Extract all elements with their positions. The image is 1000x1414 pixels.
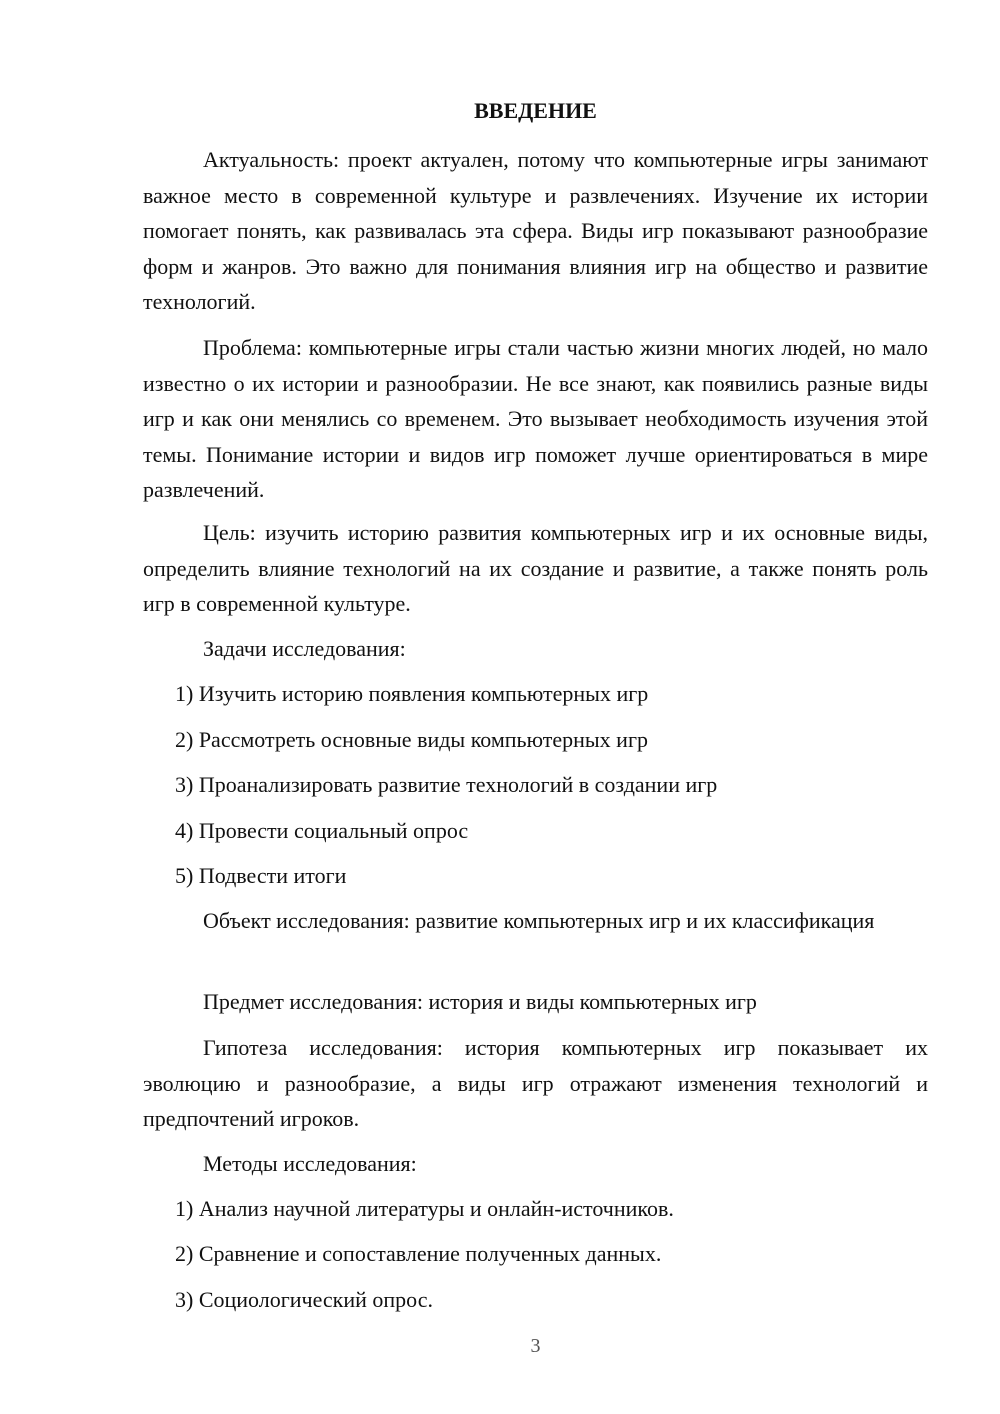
goal-paragraph: Цель: изучить историю развития компьютерных игр и их основные виды, определить влияние технологий на их создание и развитие, а также понять роль игр в современной культуре. [143, 520, 928, 616]
methods-heading: Методы исследования: [203, 1151, 417, 1176]
task-item: 2) Рассмотреть основные виды компьютерных игр [175, 727, 648, 752]
relevance-paragraph: Актуальность: проект актуален, потому что компьютерные игры занимают важное место в современной культуре и развлечениях. Изучение их истории помогает понять, как развивалась эта сфера. Виды игр показывают разнообразие форм и жанров. Это важно для понимания влияния игр на общество и развитие технологий. [143, 147, 928, 314]
object-paragraph: Объект исследования: развитие компьютерных игр и их классификация [203, 908, 875, 933]
page-title: ВВЕДЕНИЕ [474, 98, 597, 123]
task-item: 3) Проанализировать развитие технологий в создании игр [175, 772, 718, 797]
hypothesis-paragraph: Гипотеза исследования: история компьютерных игр показывает их эволюцию и разнообразие, а виды игр отражают изменения технологий и предпочтений игроков. [143, 1035, 928, 1131]
document-page [143, 0, 928, 1414]
task-item: 4) Провести социальный опрос [175, 818, 469, 843]
problem-paragraph: Проблема: компьютерные игры стали частью жизни многих людей, но мало известно о их истории и разнообразии. Не все знают, как появились разные виды игр и как они менялись со временем. Это вызывает необходимость изучения этой темы. Понимание истории и видов игр поможет лучше ориентироваться в мире развлечений. [143, 335, 928, 502]
page-number: 3 [530, 1335, 541, 1357]
task-item: 5) Подвести итоги [175, 863, 347, 888]
task-item: 1) Изучить историю появления компьютерных игр [175, 681, 649, 706]
method-item: 2) Сравнение и сопоставление полученных данных. [175, 1241, 662, 1266]
subject-line: Предмет исследования: история и виды компьютерных игр [203, 989, 757, 1014]
method-item: 1) Анализ научной литературы и онлайн-источников. [175, 1196, 674, 1221]
method-item: 3) Социологический опрос. [175, 1287, 433, 1312]
tasks-heading: Задачи исследования: [203, 636, 406, 661]
